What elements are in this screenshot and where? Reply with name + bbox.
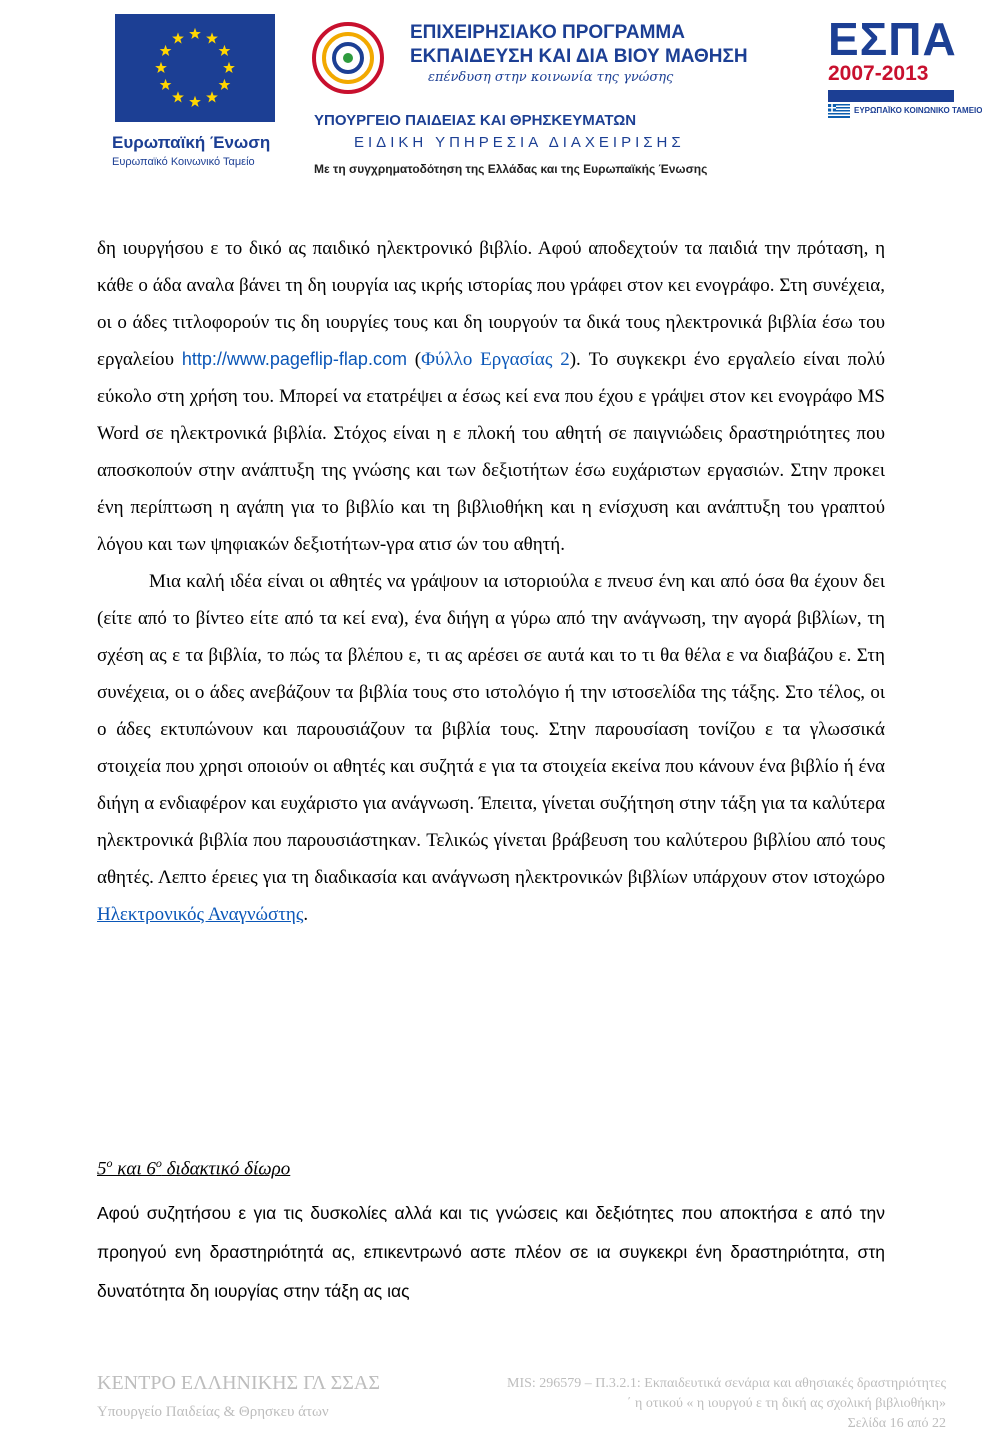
body-paragraph: [97, 563, 885, 933]
section-heading-middle: και 6: [112, 1158, 156, 1180]
text-run: ). Το συγκεκρι ένο εργαλείο είναι πολύ εύκολο στη χρήση του. Μπορεί να ετατρέψει α έσως κεί ενα που έχου ε γράψει στον κει ενογράφο MS Word σε ηλεκτρονικά βιβλία. Στόχος είναι η ε πλοκή του αθητή σε παιγνιώδεις δραστηριότητες που αποσκοπούν στην ανάπτυξη της γνώσης και των δεξιοτήτων έσω ευχάριστων εργασιών. Στην προκει ένη περίπτωση η αγάπη για το βιβλίο και τη βιβλιοθήκη και η ενίσχυση και ανάπτυξη του γραπτού λόγου και των ψηφιακών δεξιοτήτων-γρα ατισ ών του αθητή.: [97, 349, 885, 555]
section-heading-number-1: 5: [97, 1158, 107, 1180]
eu-logo-subtitle: Ευρωπαϊκό Κοινωνικό Ταμείο: [112, 156, 255, 168]
ep-logo-cofunding: Με τη συγχρηματοδότηση της Ελλάδας και της Ευρωπαϊκής Ένωσης: [314, 162, 708, 176]
eu-logo: [106, 6, 284, 182]
page-footer: [0, 1368, 960, 1433]
eu-flag-icon: [115, 14, 275, 122]
ep-logo-slogan: επένδυση στην κοινωνία της γνώσης: [428, 70, 674, 85]
section-heading-ordinal-1: ο: [106, 1156, 113, 1170]
espa-logo: [820, 12, 982, 142]
section-paragraph: Αφού συζητήσου ε για τις δυσκολίες αλλά και τις γνώσεις και δεξιότητες που αποκτήσα ε από την προηγού ενη δραστηριότητά ας, επικεντρωνό αστε πλέον σε ια συγκεκρι ένη δραστηριότητα, στη δυνατότητα δη ιουργίας στην τάξη ας ιας: [97, 1203, 885, 1301]
body-paragraph: [97, 230, 885, 563]
section-heading-tail: διδακτικό δίωρο: [161, 1158, 291, 1180]
footer-subtitle: ΄ η οτικού « η ιουργού ε τη δική ας σχολική βιβλιοθήκη»: [626, 1396, 946, 1411]
section-body: [97, 1194, 885, 1311]
eu-logo-title: Ευρωπαϊκή Ένωση: [112, 133, 271, 152]
pageflip-link[interactable]: http://www.pageflip-flap.com: [181, 349, 407, 369]
lifelong-learning-emblem-icon: [302, 10, 402, 110]
body-text: [97, 230, 885, 933]
greek-flag-icon: [828, 104, 850, 118]
worksheet-link[interactable]: Φύλλο Εργασίας 2: [421, 349, 570, 370]
text-run: δη ιουργήσου ε το δικό ας παιδικό ηλεκτρονικό βιβλίο. Αφού αποδεχτούν τα παιδιά την πρόταση, η κάθε ο άδα αναλα βάνει τη δη ιουργία ιας ικρής ιστορίας που γράφει στον κει ενογράφο. Στη συνέχεια, οι ο άδες τιτλοφορούν τις δη ιουργίες τους και δη ιουργούν τα δικά τους ηλεκτρονικά βιβλία έσω του εργαλείου: [97, 238, 885, 370]
ep-logo-line-2: ΕΚΠΑΙΔΕΥΣΗ ΚΑΙ ΔΙΑ ΒΙΟΥ ΜΑΘΗΣΗ: [410, 46, 748, 67]
espa-logo-years: 2007-2013: [828, 62, 929, 85]
text-run: Μια καλή ιδέα είναι οι αθητές να γράψουν ια ιστοριούλα ε πνευσ ένη και από όσα θα έχουν δει (είτε από το βίντεο είτε από τα κεί ενα), ένα διήγη α γύρω από την ανάγνωση, την αγορά βιβλίων, τη σχέση ας ε τα βιβλία, το πώς τα βλέπου ε, τι ας αρέσει σε αυτά και το τι θα θέλα ε να διαβάζου ε. Στη συνέχεια, οι ο άδες ανεβάζουν τα βιβλία τους στο ιστολόγιο ή την ιστοσελίδα της τάξης. Στο τέλος, οι ο άδες εκτυπώνουν και παρουσιάζουν τα βιβλία τους. Στην παρουσίαση τονίζου ε τα γλωσσικά στοιχεία που χρησι οποιούν οι αθητές και συζητά ε για τα στοιχεία εκείνα που κάνουν ένα βιβλίο ή ένα διήγη α ενδιαφέρον και ευχάριστο για ανάγνωση. Έπειτα, γίνεται συζήτηση στην τάξη για τα καλύτερα ηλεκτρονικά βιβλία που παρουσιάστηκαν. Τελικώς γίνεται βράβευση του καλύτερου βιβλίου από τους αθητές. Λεπτο έρειες για τη διαδικασία και ανάγνωση ηλεκτρονικών βιβλίων υπάρχουν στον ιστοχώρο: [97, 571, 885, 888]
footer-center-name: ΚΕΝΤΡΟ ΕΛΛΗΝΙΚΗΣ ΓΛ ΣΣΑΣ: [97, 1372, 380, 1394]
footer-page-number: Σελίδα 16 από 22: [847, 1416, 946, 1431]
ep-logo: [302, 6, 814, 191]
footer-mis: MIS: 296579 – Π.3.2.1: Εκπαιδευτικά σενάρια και αθησιακές δραστηριότητες: [507, 1376, 946, 1391]
ep-logo-line-1: ΕΠΙΧΕΙΡΗΣΙΑΚΟ ΠΡΟΓΡΑΜΜΑ: [410, 22, 685, 43]
text-run: .: [303, 904, 309, 925]
header-logos: [106, 6, 982, 191]
espa-logo-bar: [828, 90, 954, 102]
section-heading: [97, 1156, 290, 1180]
ebook-reader-link[interactable]: Ηλεκτρονικός Αναγνώστης: [97, 904, 304, 925]
footer-ministry: Υπουργείο Παιδείας & Θρησκευ άτων: [97, 1404, 329, 1420]
ep-logo-ministry: ΥΠΟΥΡΓΕΙΟ ΠΑΙΔΕΙΑΣ ΚΑΙ ΘΡΗΣΚΕΥΜΑΤΩΝ: [314, 112, 637, 129]
espa-logo-word: ΕΣΠΑ: [828, 13, 957, 65]
section-heading-ordinal-2: ο: [155, 1156, 162, 1170]
espa-logo-caption: ΕΥΡΩΠΑΪΚΟ ΚΟΙΝΩΝΙΚΟ ΤΑΜΕΙΟ: [854, 106, 982, 115]
text-run: (: [406, 349, 422, 370]
ep-logo-service: ΕΙΔΙΚΗ ΥΠΗΡΕΣΙΑ ΔΙΑΧΕΙΡΙΣΗΣ: [354, 134, 685, 151]
